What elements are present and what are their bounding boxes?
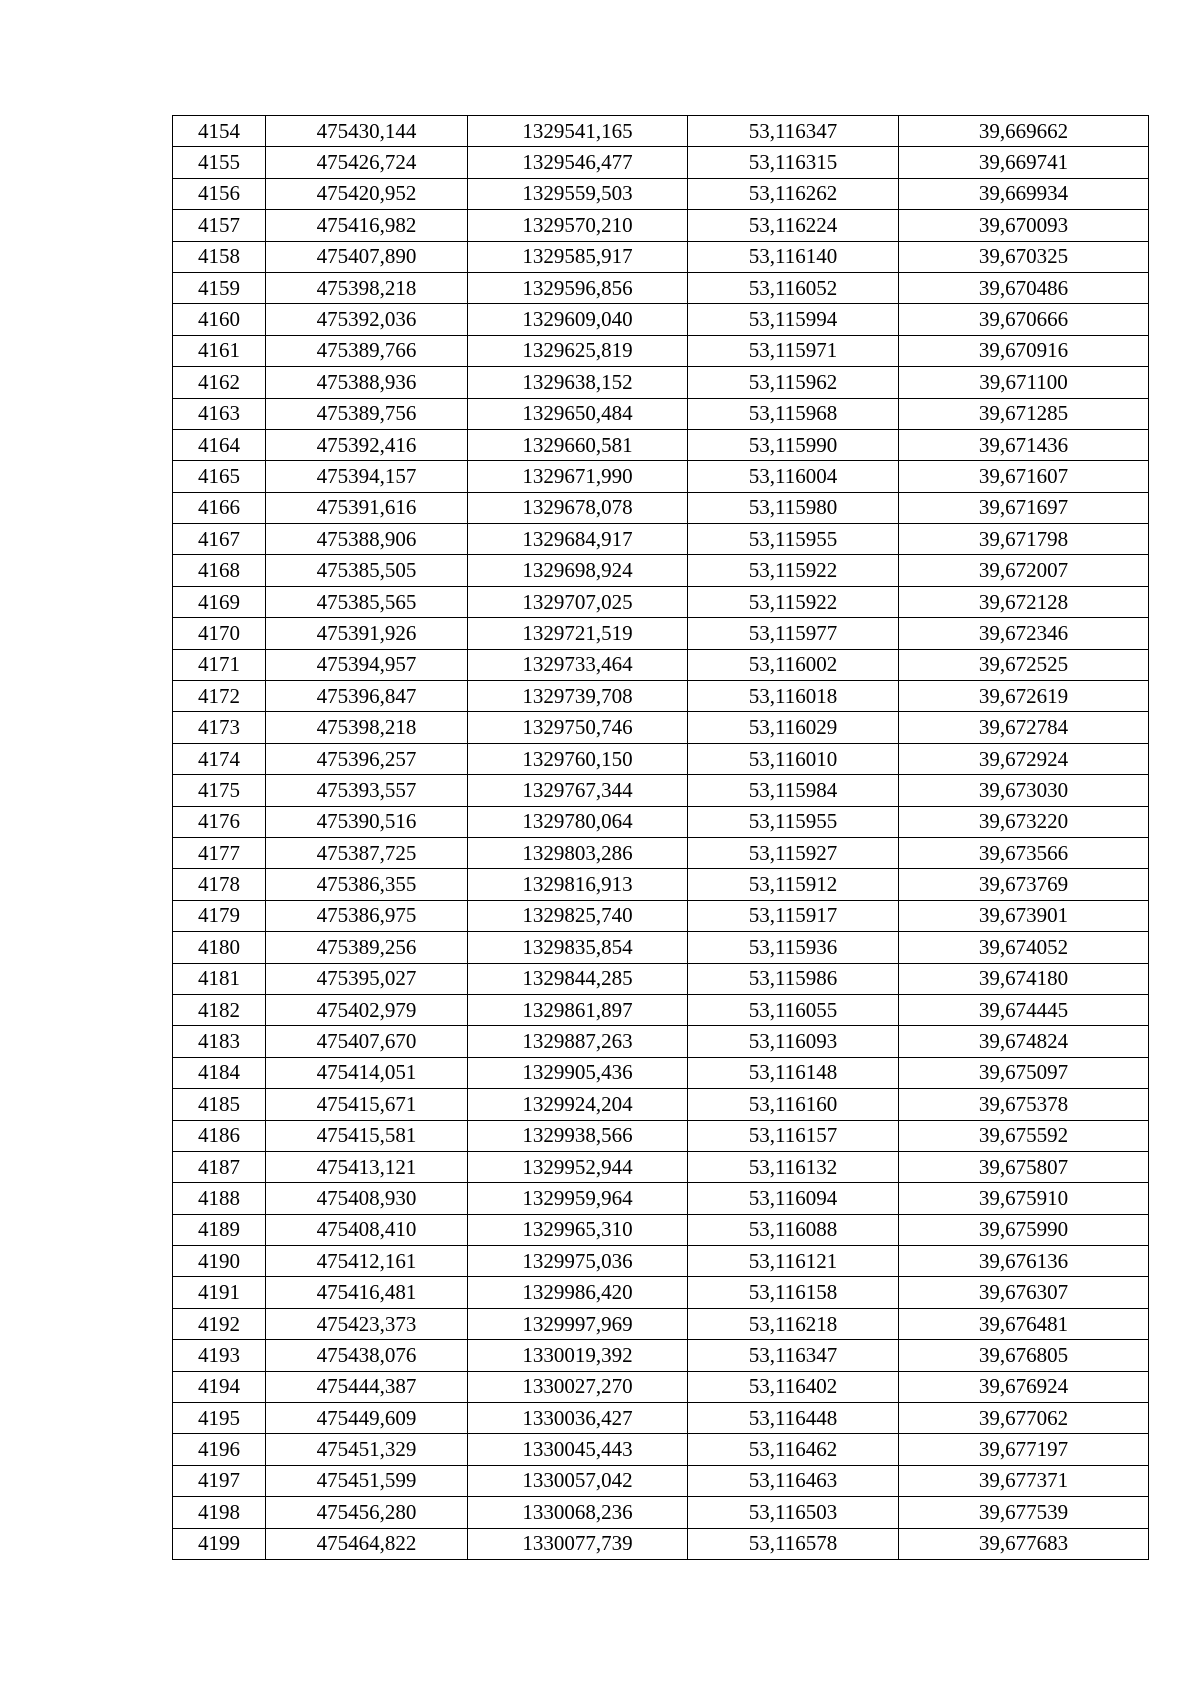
table-row bbox=[173, 241, 1149, 272]
point-number-cell: 4179 bbox=[173, 900, 266, 931]
y-coordinate-cell: 1329596,856 bbox=[468, 272, 688, 303]
latitude-cell: 53,116055 bbox=[688, 994, 899, 1025]
x-coordinate-cell: 475392,036 bbox=[266, 304, 468, 335]
latitude-cell: 53,115977 bbox=[688, 618, 899, 649]
x-coordinate-cell: 475413,121 bbox=[266, 1151, 468, 1182]
table-row bbox=[173, 837, 1149, 868]
latitude-cell: 53,115936 bbox=[688, 932, 899, 963]
latitude-cell: 53,115922 bbox=[688, 555, 899, 586]
latitude-cell: 53,116503 bbox=[688, 1497, 899, 1528]
y-coordinate-cell: 1330077,739 bbox=[468, 1528, 688, 1559]
point-number-cell: 4193 bbox=[173, 1340, 266, 1371]
x-coordinate-cell: 475407,670 bbox=[266, 1026, 468, 1057]
longitude-cell: 39,672007 bbox=[899, 555, 1149, 586]
table-row bbox=[173, 367, 1149, 398]
table-row bbox=[173, 1246, 1149, 1277]
y-coordinate-cell: 1329952,944 bbox=[468, 1151, 688, 1182]
x-coordinate-cell: 475389,766 bbox=[266, 335, 468, 366]
point-number-cell: 4197 bbox=[173, 1465, 266, 1496]
latitude-cell: 53,116462 bbox=[688, 1434, 899, 1465]
x-coordinate-cell: 475464,822 bbox=[266, 1528, 468, 1559]
latitude-cell: 53,116018 bbox=[688, 681, 899, 712]
point-number-cell: 4181 bbox=[173, 963, 266, 994]
point-number-cell: 4156 bbox=[173, 178, 266, 209]
longitude-cell: 39,671697 bbox=[899, 492, 1149, 523]
y-coordinate-cell: 1329650,484 bbox=[468, 398, 688, 429]
x-coordinate-cell: 475415,671 bbox=[266, 1089, 468, 1120]
point-number-cell: 4166 bbox=[173, 492, 266, 523]
table-row bbox=[173, 712, 1149, 743]
y-coordinate-cell: 1330036,427 bbox=[468, 1403, 688, 1434]
latitude-cell: 53,116140 bbox=[688, 241, 899, 272]
x-coordinate-cell: 475412,161 bbox=[266, 1246, 468, 1277]
latitude-cell: 53,116157 bbox=[688, 1120, 899, 1151]
table-row bbox=[173, 1371, 1149, 1402]
latitude-cell: 53,116402 bbox=[688, 1371, 899, 1402]
point-number-cell: 4195 bbox=[173, 1403, 266, 1434]
longitude-cell: 39,677197 bbox=[899, 1434, 1149, 1465]
y-coordinate-cell: 1329965,310 bbox=[468, 1214, 688, 1245]
latitude-cell: 53,115927 bbox=[688, 837, 899, 868]
y-coordinate-cell: 1329844,285 bbox=[468, 963, 688, 994]
y-coordinate-cell: 1329905,436 bbox=[468, 1057, 688, 1088]
table-row bbox=[173, 116, 1149, 147]
y-coordinate-cell: 1329760,150 bbox=[468, 743, 688, 774]
point-number-cell: 4186 bbox=[173, 1120, 266, 1151]
latitude-cell: 53,116010 bbox=[688, 743, 899, 774]
longitude-cell: 39,672784 bbox=[899, 712, 1149, 743]
coordinates-table-body bbox=[173, 116, 1149, 1560]
table-row bbox=[173, 806, 1149, 837]
y-coordinate-cell: 1330068,236 bbox=[468, 1497, 688, 1528]
x-coordinate-cell: 475402,979 bbox=[266, 994, 468, 1025]
y-coordinate-cell: 1329671,990 bbox=[468, 461, 688, 492]
longitude-cell: 39,669741 bbox=[899, 147, 1149, 178]
table-row bbox=[173, 1120, 1149, 1151]
longitude-cell: 39,675807 bbox=[899, 1151, 1149, 1182]
y-coordinate-cell: 1329625,819 bbox=[468, 335, 688, 366]
x-coordinate-cell: 475386,975 bbox=[266, 900, 468, 931]
longitude-cell: 39,671607 bbox=[899, 461, 1149, 492]
x-coordinate-cell: 475388,936 bbox=[266, 367, 468, 398]
point-number-cell: 4161 bbox=[173, 335, 266, 366]
longitude-cell: 39,673769 bbox=[899, 869, 1149, 900]
table-row bbox=[173, 1497, 1149, 1528]
longitude-cell: 39,671798 bbox=[899, 524, 1149, 555]
longitude-cell: 39,676924 bbox=[899, 1371, 1149, 1402]
y-coordinate-cell: 1329825,740 bbox=[468, 900, 688, 931]
y-coordinate-cell: 1329707,025 bbox=[468, 586, 688, 617]
latitude-cell: 53,116029 bbox=[688, 712, 899, 743]
point-number-cell: 4170 bbox=[173, 618, 266, 649]
point-number-cell: 4163 bbox=[173, 398, 266, 429]
point-number-cell: 4182 bbox=[173, 994, 266, 1025]
point-number-cell: 4196 bbox=[173, 1434, 266, 1465]
y-coordinate-cell: 1329887,263 bbox=[468, 1026, 688, 1057]
x-coordinate-cell: 475386,355 bbox=[266, 869, 468, 900]
coordinates-table bbox=[172, 115, 1149, 1560]
table-row bbox=[173, 1340, 1149, 1371]
table-row bbox=[173, 932, 1149, 963]
x-coordinate-cell: 475451,329 bbox=[266, 1434, 468, 1465]
latitude-cell: 53,115917 bbox=[688, 900, 899, 931]
y-coordinate-cell: 1329767,344 bbox=[468, 775, 688, 806]
point-number-cell: 4183 bbox=[173, 1026, 266, 1057]
point-number-cell: 4184 bbox=[173, 1057, 266, 1088]
table-row bbox=[173, 1089, 1149, 1120]
latitude-cell: 53,116002 bbox=[688, 649, 899, 680]
y-coordinate-cell: 1329803,286 bbox=[468, 837, 688, 868]
x-coordinate-cell: 475415,581 bbox=[266, 1120, 468, 1151]
y-coordinate-cell: 1329750,746 bbox=[468, 712, 688, 743]
point-number-cell: 4173 bbox=[173, 712, 266, 743]
table-row bbox=[173, 398, 1149, 429]
latitude-cell: 53,116448 bbox=[688, 1403, 899, 1434]
point-number-cell: 4167 bbox=[173, 524, 266, 555]
longitude-cell: 39,671100 bbox=[899, 367, 1149, 398]
longitude-cell: 39,677539 bbox=[899, 1497, 1149, 1528]
longitude-cell: 39,671285 bbox=[899, 398, 1149, 429]
y-coordinate-cell: 1329698,924 bbox=[468, 555, 688, 586]
y-coordinate-cell: 1329835,854 bbox=[468, 932, 688, 963]
y-coordinate-cell: 1330057,042 bbox=[468, 1465, 688, 1496]
longitude-cell: 39,676805 bbox=[899, 1340, 1149, 1371]
point-number-cell: 4185 bbox=[173, 1089, 266, 1120]
point-number-cell: 4189 bbox=[173, 1214, 266, 1245]
latitude-cell: 53,116315 bbox=[688, 147, 899, 178]
longitude-cell: 39,674445 bbox=[899, 994, 1149, 1025]
longitude-cell: 39,677371 bbox=[899, 1465, 1149, 1496]
point-number-cell: 4187 bbox=[173, 1151, 266, 1182]
y-coordinate-cell: 1329997,969 bbox=[468, 1308, 688, 1339]
point-number-cell: 4178 bbox=[173, 869, 266, 900]
x-coordinate-cell: 475389,256 bbox=[266, 932, 468, 963]
point-number-cell: 4199 bbox=[173, 1528, 266, 1559]
longitude-cell: 39,676481 bbox=[899, 1308, 1149, 1339]
x-coordinate-cell: 475387,725 bbox=[266, 837, 468, 868]
y-coordinate-cell: 1329780,064 bbox=[468, 806, 688, 837]
point-number-cell: 4191 bbox=[173, 1277, 266, 1308]
point-number-cell: 4175 bbox=[173, 775, 266, 806]
table-row bbox=[173, 775, 1149, 806]
y-coordinate-cell: 1329660,581 bbox=[468, 429, 688, 460]
longitude-cell: 39,670325 bbox=[899, 241, 1149, 272]
latitude-cell: 53,116160 bbox=[688, 1089, 899, 1120]
point-number-cell: 4194 bbox=[173, 1371, 266, 1402]
longitude-cell: 39,670093 bbox=[899, 210, 1149, 241]
y-coordinate-cell: 1329684,917 bbox=[468, 524, 688, 555]
longitude-cell: 39,675378 bbox=[899, 1089, 1149, 1120]
y-coordinate-cell: 1330045,443 bbox=[468, 1434, 688, 1465]
longitude-cell: 39,672924 bbox=[899, 743, 1149, 774]
longitude-cell: 39,670916 bbox=[899, 335, 1149, 366]
x-coordinate-cell: 475385,505 bbox=[266, 555, 468, 586]
point-number-cell: 4190 bbox=[173, 1246, 266, 1277]
table-row bbox=[173, 900, 1149, 931]
longitude-cell: 39,677683 bbox=[899, 1528, 1149, 1559]
longitude-cell: 39,674180 bbox=[899, 963, 1149, 994]
x-coordinate-cell: 475407,890 bbox=[266, 241, 468, 272]
x-coordinate-cell: 475391,926 bbox=[266, 618, 468, 649]
y-coordinate-cell: 1329546,477 bbox=[468, 147, 688, 178]
table-row bbox=[173, 586, 1149, 617]
x-coordinate-cell: 475456,280 bbox=[266, 1497, 468, 1528]
y-coordinate-cell: 1329924,204 bbox=[468, 1089, 688, 1120]
point-number-cell: 4162 bbox=[173, 367, 266, 398]
latitude-cell: 53,115912 bbox=[688, 869, 899, 900]
latitude-cell: 53,116094 bbox=[688, 1183, 899, 1214]
latitude-cell: 53,115984 bbox=[688, 775, 899, 806]
longitude-cell: 39,675097 bbox=[899, 1057, 1149, 1088]
table-row bbox=[173, 1308, 1149, 1339]
table-row bbox=[173, 649, 1149, 680]
point-number-cell: 4198 bbox=[173, 1497, 266, 1528]
x-coordinate-cell: 475416,481 bbox=[266, 1277, 468, 1308]
latitude-cell: 53,115955 bbox=[688, 806, 899, 837]
longitude-cell: 39,676136 bbox=[899, 1246, 1149, 1277]
y-coordinate-cell: 1329816,913 bbox=[468, 869, 688, 900]
table-row bbox=[173, 1151, 1149, 1182]
table-row bbox=[173, 1403, 1149, 1434]
point-number-cell: 4169 bbox=[173, 586, 266, 617]
x-coordinate-cell: 475423,373 bbox=[266, 1308, 468, 1339]
point-number-cell: 4154 bbox=[173, 116, 266, 147]
point-number-cell: 4158 bbox=[173, 241, 266, 272]
point-number-cell: 4180 bbox=[173, 932, 266, 963]
y-coordinate-cell: 1330027,270 bbox=[468, 1371, 688, 1402]
y-coordinate-cell: 1329609,040 bbox=[468, 304, 688, 335]
point-number-cell: 4171 bbox=[173, 649, 266, 680]
latitude-cell: 53,116224 bbox=[688, 210, 899, 241]
x-coordinate-cell: 475430,144 bbox=[266, 116, 468, 147]
y-coordinate-cell: 1329541,165 bbox=[468, 116, 688, 147]
x-coordinate-cell: 475398,218 bbox=[266, 272, 468, 303]
table-row bbox=[173, 555, 1149, 586]
point-number-cell: 4176 bbox=[173, 806, 266, 837]
latitude-cell: 53,115968 bbox=[688, 398, 899, 429]
y-coordinate-cell: 1329638,152 bbox=[468, 367, 688, 398]
point-number-cell: 4168 bbox=[173, 555, 266, 586]
latitude-cell: 53,116158 bbox=[688, 1277, 899, 1308]
latitude-cell: 53,115962 bbox=[688, 367, 899, 398]
longitude-cell: 39,675592 bbox=[899, 1120, 1149, 1151]
table-row bbox=[173, 1057, 1149, 1088]
latitude-cell: 53,116347 bbox=[688, 116, 899, 147]
table-row bbox=[173, 1214, 1149, 1245]
table-row bbox=[173, 1528, 1149, 1559]
table-row bbox=[173, 994, 1149, 1025]
table-row bbox=[173, 963, 1149, 994]
latitude-cell: 53,115971 bbox=[688, 335, 899, 366]
y-coordinate-cell: 1330019,392 bbox=[468, 1340, 688, 1371]
x-coordinate-cell: 475438,076 bbox=[266, 1340, 468, 1371]
table-row bbox=[173, 869, 1149, 900]
table-row bbox=[173, 429, 1149, 460]
longitude-cell: 39,671436 bbox=[899, 429, 1149, 460]
longitude-cell: 39,677062 bbox=[899, 1403, 1149, 1434]
longitude-cell: 39,672525 bbox=[899, 649, 1149, 680]
point-number-cell: 4188 bbox=[173, 1183, 266, 1214]
latitude-cell: 53,116121 bbox=[688, 1246, 899, 1277]
y-coordinate-cell: 1329986,420 bbox=[468, 1277, 688, 1308]
longitude-cell: 39,673901 bbox=[899, 900, 1149, 931]
x-coordinate-cell: 475392,416 bbox=[266, 429, 468, 460]
longitude-cell: 39,670666 bbox=[899, 304, 1149, 335]
x-coordinate-cell: 475396,847 bbox=[266, 681, 468, 712]
y-coordinate-cell: 1329570,210 bbox=[468, 210, 688, 241]
x-coordinate-cell: 475390,516 bbox=[266, 806, 468, 837]
y-coordinate-cell: 1329733,464 bbox=[468, 649, 688, 680]
point-number-cell: 4174 bbox=[173, 743, 266, 774]
longitude-cell: 39,670486 bbox=[899, 272, 1149, 303]
x-coordinate-cell: 475451,599 bbox=[266, 1465, 468, 1496]
table-row bbox=[173, 1026, 1149, 1057]
table-row bbox=[173, 524, 1149, 555]
longitude-cell: 39,673220 bbox=[899, 806, 1149, 837]
table-row bbox=[173, 304, 1149, 335]
y-coordinate-cell: 1329959,964 bbox=[468, 1183, 688, 1214]
table-row bbox=[173, 743, 1149, 774]
latitude-cell: 53,116463 bbox=[688, 1465, 899, 1496]
latitude-cell: 53,115990 bbox=[688, 429, 899, 460]
x-coordinate-cell: 475420,952 bbox=[266, 178, 468, 209]
table-row bbox=[173, 210, 1149, 241]
latitude-cell: 53,116347 bbox=[688, 1340, 899, 1371]
y-coordinate-cell: 1329721,519 bbox=[468, 618, 688, 649]
y-coordinate-cell: 1329559,503 bbox=[468, 178, 688, 209]
longitude-cell: 39,674824 bbox=[899, 1026, 1149, 1057]
point-number-cell: 4192 bbox=[173, 1308, 266, 1339]
longitude-cell: 39,675990 bbox=[899, 1214, 1149, 1245]
y-coordinate-cell: 1329678,078 bbox=[468, 492, 688, 523]
latitude-cell: 53,116262 bbox=[688, 178, 899, 209]
x-coordinate-cell: 475398,218 bbox=[266, 712, 468, 743]
longitude-cell: 39,675910 bbox=[899, 1183, 1149, 1214]
table-row bbox=[173, 1465, 1149, 1496]
y-coordinate-cell: 1329938,566 bbox=[468, 1120, 688, 1151]
x-coordinate-cell: 475393,557 bbox=[266, 775, 468, 806]
x-coordinate-cell: 475396,257 bbox=[266, 743, 468, 774]
latitude-cell: 53,116218 bbox=[688, 1308, 899, 1339]
point-number-cell: 4155 bbox=[173, 147, 266, 178]
x-coordinate-cell: 475426,724 bbox=[266, 147, 468, 178]
point-number-cell: 4157 bbox=[173, 210, 266, 241]
table-row bbox=[173, 1277, 1149, 1308]
x-coordinate-cell: 475391,616 bbox=[266, 492, 468, 523]
table-row bbox=[173, 178, 1149, 209]
point-number-cell: 4165 bbox=[173, 461, 266, 492]
longitude-cell: 39,673030 bbox=[899, 775, 1149, 806]
latitude-cell: 53,116088 bbox=[688, 1214, 899, 1245]
x-coordinate-cell: 475408,410 bbox=[266, 1214, 468, 1245]
point-number-cell: 4177 bbox=[173, 837, 266, 868]
latitude-cell: 53,115955 bbox=[688, 524, 899, 555]
table-row bbox=[173, 1183, 1149, 1214]
x-coordinate-cell: 475389,756 bbox=[266, 398, 468, 429]
y-coordinate-cell: 1329975,036 bbox=[468, 1246, 688, 1277]
table-row bbox=[173, 147, 1149, 178]
longitude-cell: 39,672346 bbox=[899, 618, 1149, 649]
latitude-cell: 53,116052 bbox=[688, 272, 899, 303]
longitude-cell: 39,672619 bbox=[899, 681, 1149, 712]
longitude-cell: 39,674052 bbox=[899, 932, 1149, 963]
table-row bbox=[173, 461, 1149, 492]
latitude-cell: 53,115994 bbox=[688, 304, 899, 335]
point-number-cell: 4160 bbox=[173, 304, 266, 335]
x-coordinate-cell: 475394,957 bbox=[266, 649, 468, 680]
longitude-cell: 39,673566 bbox=[899, 837, 1149, 868]
longitude-cell: 39,676307 bbox=[899, 1277, 1149, 1308]
latitude-cell: 53,116004 bbox=[688, 461, 899, 492]
table-row bbox=[173, 681, 1149, 712]
table-row bbox=[173, 492, 1149, 523]
x-coordinate-cell: 475385,565 bbox=[266, 586, 468, 617]
table-row bbox=[173, 272, 1149, 303]
point-number-cell: 4164 bbox=[173, 429, 266, 460]
latitude-cell: 53,115922 bbox=[688, 586, 899, 617]
x-coordinate-cell: 475395,027 bbox=[266, 963, 468, 994]
table-row bbox=[173, 618, 1149, 649]
x-coordinate-cell: 475449,609 bbox=[266, 1403, 468, 1434]
latitude-cell: 53,116132 bbox=[688, 1151, 899, 1182]
table-row bbox=[173, 1434, 1149, 1465]
x-coordinate-cell: 475416,982 bbox=[266, 210, 468, 241]
longitude-cell: 39,669662 bbox=[899, 116, 1149, 147]
latitude-cell: 53,116148 bbox=[688, 1057, 899, 1088]
point-number-cell: 4172 bbox=[173, 681, 266, 712]
x-coordinate-cell: 475408,930 bbox=[266, 1183, 468, 1214]
x-coordinate-cell: 475444,387 bbox=[266, 1371, 468, 1402]
x-coordinate-cell: 475394,157 bbox=[266, 461, 468, 492]
x-coordinate-cell: 475388,906 bbox=[266, 524, 468, 555]
longitude-cell: 39,672128 bbox=[899, 586, 1149, 617]
y-coordinate-cell: 1329861,897 bbox=[468, 994, 688, 1025]
longitude-cell: 39,669934 bbox=[899, 178, 1149, 209]
y-coordinate-cell: 1329739,708 bbox=[468, 681, 688, 712]
x-coordinate-cell: 475414,051 bbox=[266, 1057, 468, 1088]
latitude-cell: 53,116578 bbox=[688, 1528, 899, 1559]
latitude-cell: 53,115986 bbox=[688, 963, 899, 994]
latitude-cell: 53,115980 bbox=[688, 492, 899, 523]
point-number-cell: 4159 bbox=[173, 272, 266, 303]
y-coordinate-cell: 1329585,917 bbox=[468, 241, 688, 272]
latitude-cell: 53,116093 bbox=[688, 1026, 899, 1057]
table-row bbox=[173, 335, 1149, 366]
